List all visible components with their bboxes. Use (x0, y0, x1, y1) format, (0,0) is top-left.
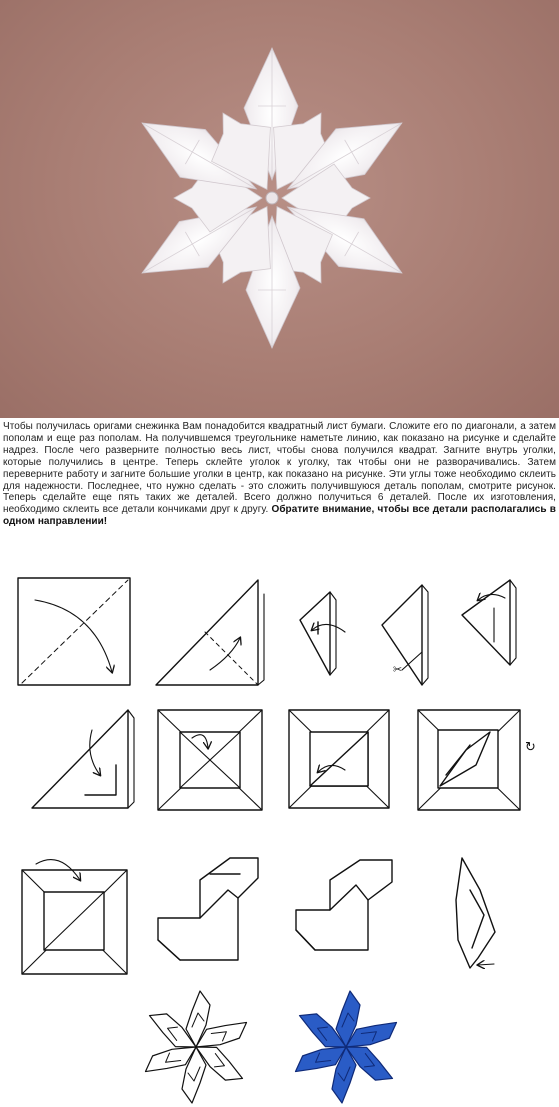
step-2-triangle-fold (156, 580, 264, 685)
assembled-snowflake-outline (141, 991, 252, 1103)
step-7-square-center-folds (158, 710, 262, 810)
step-13-fold-in-half (456, 858, 495, 968)
step-10-fold-big-corners (22, 860, 127, 974)
step-9-flip-over (418, 710, 536, 810)
origami-snowflake-illustration (0, 0, 559, 418)
instructions-paragraph (0, 419, 559, 528)
snowflake-photo (0, 0, 559, 418)
step-11-folded-shape (158, 858, 258, 960)
step-8-glue-corners (289, 710, 389, 808)
step-6-open-triangle (32, 710, 134, 808)
step-12-folded-shape (296, 860, 392, 950)
step-4-cut-line (382, 585, 428, 685)
step-5-unfold (462, 580, 516, 665)
instructions-text (0, 419, 559, 551)
flip-over-icon: ↻ (525, 740, 536, 755)
step-1-square-diagonal (18, 578, 130, 685)
folding-diagrams (0, 560, 559, 1107)
instructions-body: Чтобы получилась оригами снежинка Вам понадобится квадратный лист бумаги. Сложите его по диагонали, а затем пополам и еще раз пополам. На получившемся треугольнике наметьте линию, как показано на рисунке и сделайте надрез. После чего разверните полностью весь лист, чтобы снова получился квадрат. Загните внутрь уголки, которые получились в центре. Теперь склейте уголок к уголку, так чтобы они не разворачивались. Затем переверните работу и загните большие уголки в центр, как показано на рисунке. Эти углы тоже необходимо склеить для надежности. Последнее, что нужно сделать - это сложить получившуюся деталь пополам, смотрите рисунок. Теперь сделайте еще пять таких же деталей. Всего должно получиться 6 деталей. После их изготовления, необходимо склеить все детали кончиками друг к другу. (3, 421, 556, 516)
scissors-icon: ✂ (393, 663, 403, 676)
snowflake-center (266, 192, 278, 204)
instructions-emphasis: Обратите внимание, чтобы все детали располагались в одном направлении! (3, 504, 556, 528)
step-3-triangle-fold (300, 592, 345, 675)
assembled-snowflake-blue (291, 991, 402, 1103)
